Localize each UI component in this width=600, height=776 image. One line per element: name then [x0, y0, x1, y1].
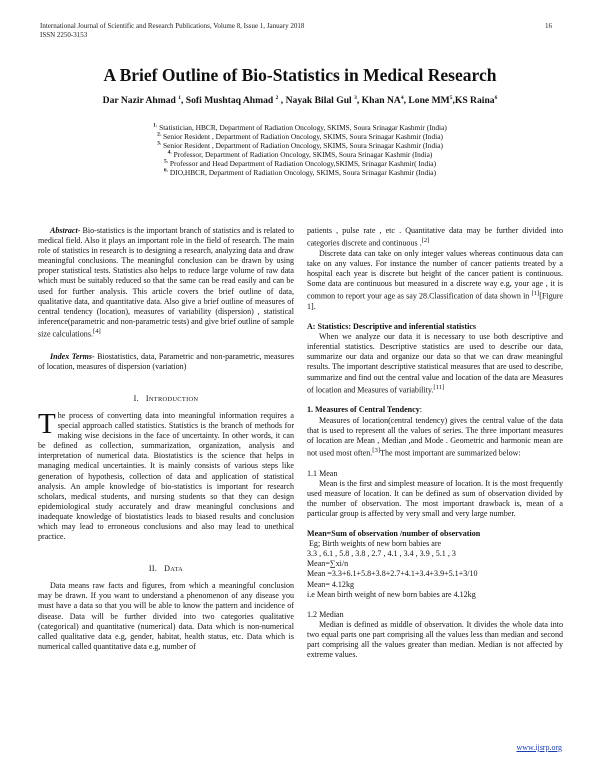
paper-title: A Brief Outline of Bio-Statistics in Medical Research: [103, 65, 497, 85]
journal-header: International Journal of Scientific and Research Publications, Volume 8, Issue 1, January 2018: [40, 22, 305, 30]
data-paragraph: Data means raw facts and figures, from which a meaningful conclusion may be drawn. If you want to understand a phenomenon of any disease you must have a data so that you will be able to know the pattern and incidence of disease. Data will be further divided into two categories qualitative (categorical) and quantitative (numerical) data. Data which is non-numerical called qualitative data e.g, gender, habitat, health status, etc. Data which is numerical called quantitative data e.g, number of: [38, 581, 294, 651]
affiliation: $^{2.}$ Senior Resident , Department of Radiation Oncology, SKIMS, Soura Srinagar Kashmir (India): [157, 131, 443, 142]
affiliation: $^{4.}$ Professor, Department of Radiation Oncology, SKIMS, Soura Srinagar Kashmir (India): [167, 149, 433, 160]
drop-cap: T: [38, 407, 56, 440]
affiliation: $^{5.}$ Professor and Head Department of Radiation Oncology,SKIMS, Srinagar Kashmir( India): [163, 158, 437, 169]
statistics-paragraph: When we analyze our data it is necessary to use both descriptive and inferential statistics. Descriptive statistics are used to describe our data, summarize our data and organize our data so that we can draw meaningful results. The important descriptive statistical measures that are used to describe, summarize and find out the central value and location of the data are Measures of location and Measures of variability.[11]: [307, 332, 563, 395]
subheading-mean: 1.1 Mean: [307, 468, 338, 478]
author: Nayak Bilal Gul: [285, 95, 352, 106]
subheading-statistics: A: Statistics: Descriptive and inferential statistics: [307, 322, 477, 332]
subheading-median: 1.2 Median: [307, 609, 344, 619]
author: Dar Nazir Ahmad: [102, 95, 176, 106]
example-line: Eg; Birth weights of new born babies are: [309, 539, 442, 549]
section-heading-introduction: I. INTRODUCTION: [133, 393, 199, 403]
abstract: Abstract- Bio-statistics is the important branch of statistics and is related to medical field. Also it plays an important role in the field of research. The main role of statistics in research is to designing a research, analyzing data and draw meaningful conclusions. The meaningful conclusion can be drawn by using proper statistical tests. Statistics also helps to reduce large volume of raw data which must be suitably reduced so that the same can be read easily and can be used for further analysis. This article covers the brief outline of data, qualitative data, and quantitative data. Also give a brief outline of measures of central tendency (location), measures of variability (dispersion) , statistical inference(parametric and non-parametric tests) and give brief outline of sample size calculations.[4]: [38, 226, 294, 339]
median-paragraph: Median is defined as middle of observation. It divides the whole data into two equal parts one part comprising all the values less than median and second part comprising all the values greater than median. Median is not affected by extreme values.: [307, 619, 563, 660]
author: KS Raina: [454, 95, 495, 106]
central-tendency-paragraph: Measures of location(central tendency) gives the central value of the data that is used to represent all the values of series. The three important measures of location are Mean , Median ,and Mode . Geometric and harmonic mean are not used most often.[3]The most important are summarized below:: [307, 415, 563, 458]
mean-conclusion-line: i.e Mean birth weight of new born babies are 4.12kg: [307, 589, 476, 599]
affiliation: $^{6.}$ DIO,HBCR, Department of Radiation Oncology, SKIMS, Soura Srinagar Kashmir (India): [163, 168, 437, 178]
mean-result-line: Mean= 4.12kg: [307, 579, 355, 589]
left-column: [38, 226, 294, 652]
subheading-central-tendency: 1. Measures of Central Tendency:: [307, 405, 422, 415]
mean-paragraph: Mean is the first and simplest measure of location. It is the most frequently used measure of location. It can be defined as sum of observation divided by the number of observation. The most important drawback is, mean of a particular group is affected by very small and very large number.: [307, 478, 563, 518]
mean-calc-line: Mean =3.3+6.1+5.8+3.8+2.7+4.1+3.4+3.9+5.1+3/10: [307, 569, 478, 579]
values-line: 3.3 , 6.1 , 5.8 , 3.8 , 2.7 , 4.1 , 3.4 , 3.9 , 5.1 , 3: [307, 549, 456, 559]
section-heading-data: II. DATA: [148, 564, 184, 574]
page-number: 16: [545, 22, 552, 30]
author: Sofi Mushtaq Ahmad: [185, 95, 274, 106]
journal-website-link[interactable]: www.ijsrp.org: [516, 743, 562, 752]
index-terms: Index Terms- Biostatistics, data, Parametric and non-parametric, measures of location, measures of dispersion (variation): [38, 351, 294, 371]
intro-paragraph: The process of converting data into meaningful information requires a special approach called statistics. Statistics is the branch of methods for making wise decisions in the face of uncertainty. In other words, it can be defined as collection, summarization, organization, analysis and interpretation of numerical data. Biostatistics is the science that helps in managing medical uncertainties. It is mainly consists of various steps like generation of hypothesis, collection of data and application of statistical analysis. An ample knowledge of bio-statistics is important for research scholars, medical students, and nursing students so that they can design epidemiological study accurately and draw meaningful conclusions and inadequate knowledge of biostatistics leads to biased results and conclusion which may lead to erroneous conclusions and also may lead to unethical practice.: [38, 407, 294, 542]
author: Khan NA: [361, 95, 401, 106]
mean-sum-line: Mean=∑xi/n: [307, 559, 349, 569]
right-column: [307, 226, 563, 660]
affiliations: [60, 123, 540, 178]
author: Lone MM: [408, 95, 450, 106]
affiliation: $^{1.}$ Statistician, HBCR, Department of Radiation Oncology, SKIMS, Soura Srinagar Kashmir (India): [153, 122, 447, 132]
issn: ISSN 2250-3153: [40, 31, 88, 39]
discrete-paragraph: Discrete data can take on only integer values whereas continuous data can take on any values. For instance the number of cancer patients treated by a hospital each year is discrete but height of the cancer patient is continuous. Some data are continuous but measured in a discrete way e.g, your age , it is common to report your age as say 28.Classification of data shown in [1][Figure 1].: [307, 248, 563, 311]
author-list: Dar Nazir Ahmad $^1$, Sofi Mushtaq Ahmad $^2$ , Nayak Bilal Gul $^3$, Khan $NA^4$, Lone $MM^5,KS$ Raina$^6$: [102, 94, 498, 106]
data-continuation: patients , pulse rate , etc . Quantitative data may be further divided into categories discrete and continuous .[2]: [307, 226, 563, 248]
affiliation: $^{3.}$ Senior Resident , Department of Radiation Oncology, SKIMS, Soura Srinagar Kashmir (India): [157, 140, 443, 151]
mean-formula: Mean=Sum of observation /number of observation: [307, 529, 481, 539]
